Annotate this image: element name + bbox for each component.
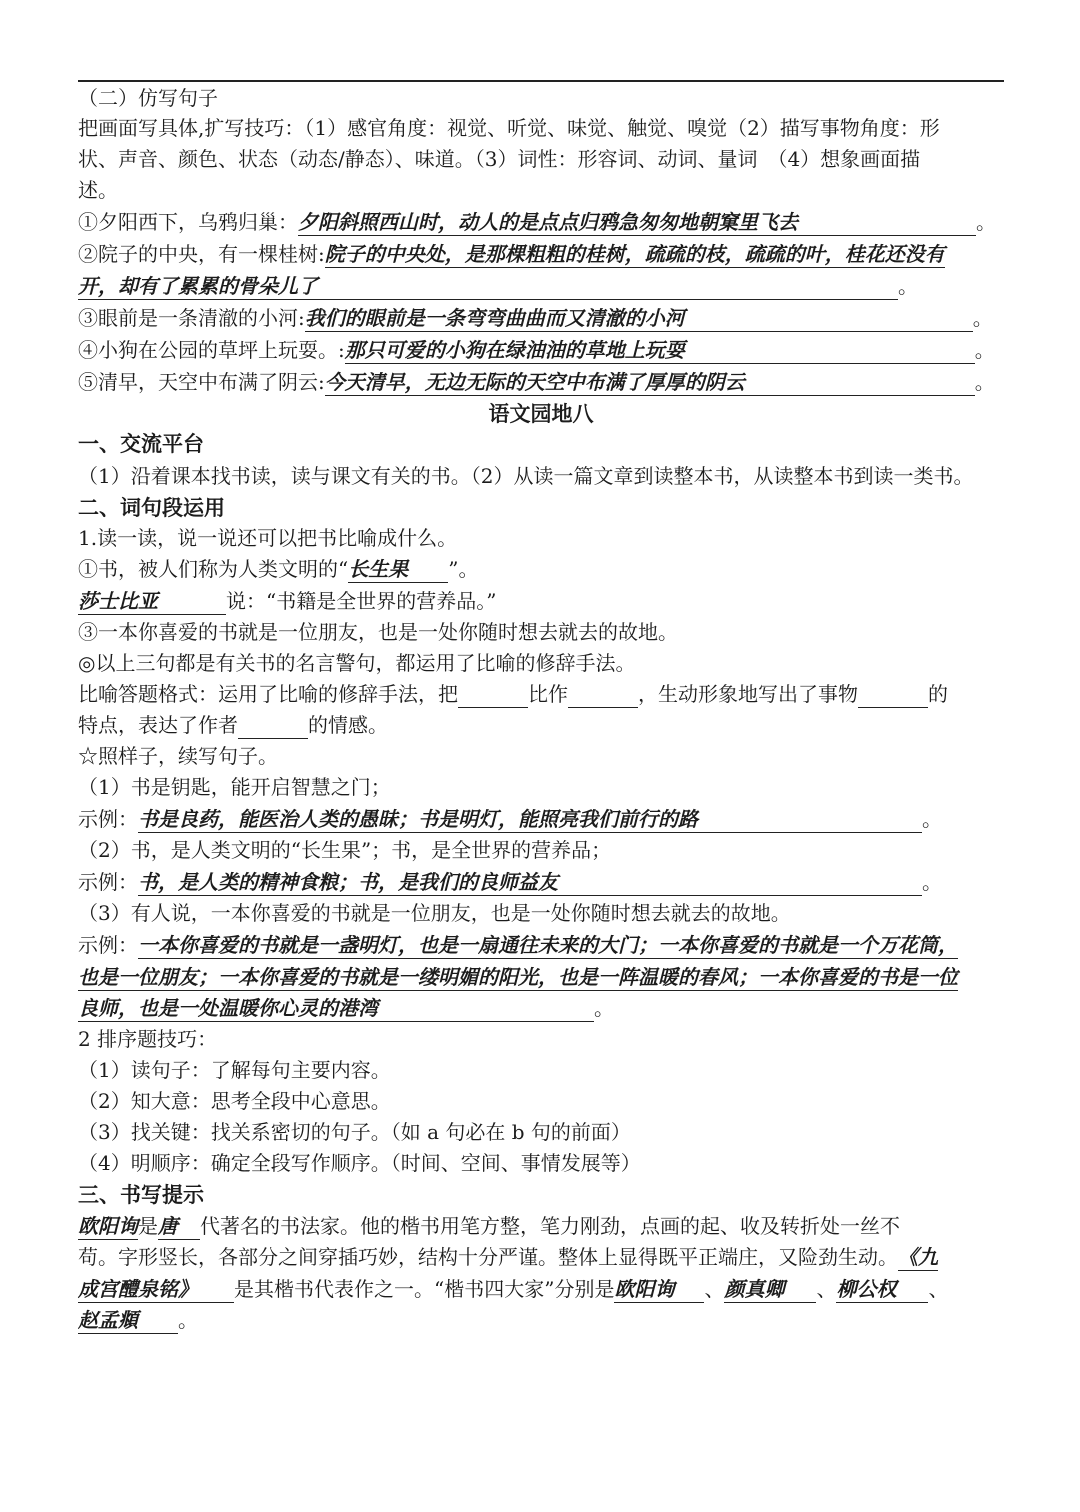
- period: 。: [922, 807, 942, 831]
- item-end: 。: [974, 370, 995, 394]
- period: 。: [922, 870, 942, 894]
- example-label: 示例：: [78, 870, 138, 894]
- period: 。: [594, 996, 614, 1020]
- quote-1-pre: ①书，被人们称为人类文明的“: [78, 557, 349, 581]
- fmt-part: 的: [928, 682, 948, 706]
- example-3: [78, 931, 958, 961]
- order-tip-1: （1）读句子：了解每句主要内容。: [78, 1058, 391, 1082]
- calligraphy-line-4: [78, 1306, 198, 1336]
- calligraphy-line-1: [78, 1212, 900, 1242]
- document-page: [78, 0, 1004, 1512]
- imitate-item-2-cont: [78, 272, 918, 302]
- example-2-answer: 书，是人类的精神食粮；书，是我们的良师益友: [138, 870, 922, 896]
- master-1: 欧阳询: [614, 1277, 704, 1303]
- item-end: 。: [972, 306, 993, 330]
- fmt-blank: [568, 685, 638, 708]
- item-answer: 院子的中央处，是那棵粗粗的桂树，疏疏的枝，疏疏的叶，桂花还没有: [324, 242, 945, 266]
- sep: 、: [816, 1277, 837, 1301]
- q2: 2 排序题技巧：: [78, 1027, 218, 1051]
- item-prompt: ②院子的中央，有一棵桂树:: [78, 242, 325, 266]
- text: 是: [138, 1214, 158, 1238]
- example-1-question: （1）书是钥匙，能开启智慧之门；: [78, 775, 391, 799]
- period: 。: [178, 1308, 198, 1332]
- quote-2-post: 说：“书籍是全世界的营养品。”: [226, 589, 497, 613]
- quote-2-answer: 莎士比亚: [78, 589, 226, 615]
- item-prompt: ③眼前是一条清澈的小河:: [78, 306, 305, 330]
- item-end: 。: [974, 338, 995, 362]
- sec1-text: （1）沿着课本找书读，读与课文有关的书。（2）从读一篇文章到读整本书，从读整本书到读一类书。: [78, 464, 974, 488]
- text: 代著名的书法家。他的楷书用笔方整，笔力刚劲，点画的起、收及转折处一丝不: [200, 1214, 900, 1238]
- example-3-answer-3: 良师，也是一处温暖你心灵的港湾: [78, 996, 594, 1022]
- imitate-tip-2: 状、声音、颜色、状态（动态/静态）、味道。（3）词性：形容词、动词、量词 （4）想象画面描: [78, 147, 921, 171]
- imitate-tip-3: 述。: [78, 178, 118, 202]
- quote-1-answer: 长生果: [348, 557, 448, 583]
- item-answer: 那只可爱的小狗在绿油油的草地上玩耍: [345, 338, 975, 364]
- text: 是其楷书代表作之一。“楷书四大家”分别是: [234, 1277, 615, 1301]
- text: 苟。字形竖长，各部分之间穿插巧妙，结构十分严谨。整体上显得既平正端庄，又险劲生动。: [78, 1245, 898, 1269]
- sec3-heading: 三、书写提示: [78, 1183, 204, 1207]
- imitate-item-3: [78, 304, 993, 334]
- example-3-answer-1: 一本你喜爱的书就是一盏明灯，也是一扇通往未来的大门；一本你喜爱的书就是一个万花筒，: [138, 933, 958, 957]
- fmt-part: 的情感。: [308, 713, 388, 737]
- item-prompt: ④小狗在公园的草坪上玩耍。:: [78, 338, 345, 362]
- sep: 、: [704, 1277, 725, 1301]
- item-end: 。: [898, 274, 918, 298]
- q1: 1.读一读，说一说还可以把书比喻成什么。: [78, 526, 458, 550]
- quote-3: ③一本你喜爱的书就是一位朋友，也是一处你随时想去就去的故地。: [78, 620, 678, 644]
- master-3: 柳公权: [836, 1277, 928, 1303]
- metaphor-note: ◎以上三句都是有关书的名言警句，都运用了比喻的修辞手法。: [78, 651, 636, 675]
- continue-prompt: ☆照样子，续写句子。: [78, 744, 278, 768]
- fmt-part: 特点，表达了作者: [78, 713, 238, 737]
- quote-1-post: ”。: [448, 557, 479, 581]
- example-3-end: [78, 994, 614, 1024]
- example-3-answer-2: 也是一位朋友；一本你喜爱的书就是一缕明媚的阳光，也是一阵温暖的春风；一本你喜爱的书是一位: [78, 965, 958, 989]
- item-prompt: ①夕阳西下，乌鸦归巢：: [78, 210, 298, 234]
- sec1-heading: 一、交流平台: [78, 432, 204, 456]
- fmt-blank: [858, 685, 928, 708]
- sep: 、: [928, 1277, 949, 1301]
- master-2: 颜真卿: [724, 1277, 816, 1303]
- answer-format-2: [78, 711, 388, 741]
- fmt-part: ，生动形象地写出了事物: [638, 682, 858, 706]
- imitate-item-4: [78, 336, 995, 366]
- example-1-answer: 书是良药，能医治人类的愚昧；书是明灯，能照亮我们前行的路: [138, 807, 922, 833]
- item-prompt: ⑤清早，天空中布满了阴云:: [78, 370, 325, 394]
- item-answer-cont: 开，却有了累累的骨朵儿了: [78, 274, 898, 300]
- imitate-tip-1: 把画面写具体,扩写技巧：（1）感官角度：视觉、听觉、味觉、触觉、嗅觉（2）描写事物角度：形: [78, 116, 940, 140]
- example-2: [78, 868, 942, 898]
- masterpiece-part-2: 成宫醴泉铭》: [78, 1277, 234, 1303]
- imitate-heading: （二）仿写句子: [78, 86, 218, 110]
- fmt-blank: [458, 685, 528, 708]
- example-3-question: （3）有人说，一本你喜爱的书就是一位朋友，也是一处你随时想去就去的故地。: [78, 901, 791, 925]
- dynasty: 唐: [158, 1214, 200, 1240]
- item-answer: 夕阳斜照西山时，动人的是点点归鸦急匆匆地朝窠里飞去: [298, 210, 976, 236]
- example-label: 示例：: [78, 933, 138, 957]
- order-tip-4: （4）明顺序：确定全段写作顺序。（时间、空间、事情发展等）: [78, 1151, 641, 1175]
- item-answer: 我们的眼前是一条弯弯曲曲而又清澈的小河: [305, 306, 973, 332]
- sec2-heading: 二、词句段运用: [78, 496, 225, 520]
- fmt-part: 比作: [528, 682, 568, 706]
- quote-2: [78, 587, 496, 617]
- item-end: 。: [976, 210, 996, 234]
- top-rule: [78, 80, 1004, 82]
- example-1: [78, 805, 942, 835]
- item-answer: 今天清早，无边无际的天空中布满了厚厚的阴云: [325, 370, 975, 396]
- fmt-part: 比喻答题格式：运用了比喻的修辞手法，把: [78, 682, 458, 706]
- imitate-item-5: [78, 368, 995, 398]
- order-tip-3: （3）找关键：找关系密切的句子。（如 a 句必在 b 句的前面）: [78, 1120, 631, 1144]
- quote-1: [78, 555, 478, 585]
- calligraphy-line-2: [78, 1243, 938, 1273]
- order-tip-2: （2）知大意：思考全段中心意思。: [78, 1089, 391, 1113]
- answer-format-1: [78, 680, 948, 710]
- imitate-item-1: [78, 208, 996, 238]
- master-4: 赵孟頫: [78, 1308, 178, 1334]
- fmt-blank: [238, 716, 308, 739]
- calligrapher-name: 欧阳询: [78, 1214, 138, 1238]
- example-2-question: （2）书，是人类文明的“长生果”；书，是全世界的营养品；: [78, 838, 612, 862]
- masterpiece-part-1: 《九: [898, 1245, 938, 1269]
- calligraphy-line-3: [78, 1275, 948, 1305]
- imitate-item-2: [78, 240, 945, 270]
- section-title: 语文园地八: [488, 402, 594, 426]
- example-3-cont: [78, 963, 958, 993]
- example-label: 示例：: [78, 807, 138, 831]
